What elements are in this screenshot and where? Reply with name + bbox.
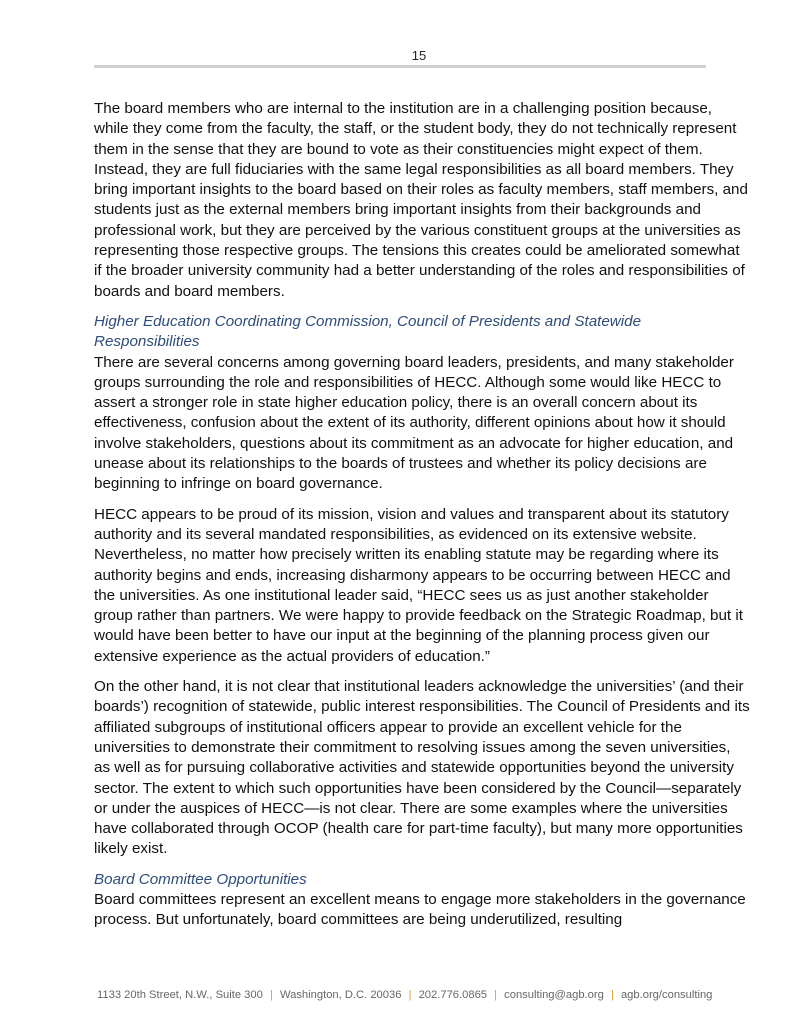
footer-web: agb.org/consulting [620, 989, 713, 1001]
header-rule [94, 65, 706, 68]
paragraph-hecc-concerns: There are several concerns among governing board leaders, presidents, and many stakeholder groups surrounding the role and responsibilities of HECC. Although some would like HECC to assert a stronger role in state higher education policy, there is an overall concern about its effectiveness, confusion about the extent of its authority, different opinions about how it should involve stakeholders, questions about its commitment as an advocate for higher education, and unease about its relationships to the boards of trustees and whether its policy decisions are beginning to infringe on board governance. [94, 353, 734, 493]
section-heading-hecc: Higher Education Coordinating Commission, Council of Presidents and Statewide Responsibilities [94, 312, 642, 351]
paragraph-hecc-mission: HECC appears to be proud of its mission, vision and values and transparent about its statutory authority and its several mandated responsibilities, as evidenced on its extensive website. Nevertheless, no matter how precisely written its enabling statute may be regarding where its authority begins and ends, increasing disharmony appears to be occurring between HECC and the universities. As one institutional leader said, “HECC sees us as just another stakeholder group rather than partners. We were happy to provide feedback on the Strategic Roadmap, but it would have been better to have our input at the beginning of the planning process given our extensive experience as the actual providers of education.” [94, 505, 743, 665]
page-number: 15 [411, 48, 427, 63]
footer-separator: | [494, 989, 498, 1001]
paragraph-council-presidents: On the other hand, it is not clear that institutional leaders acknowledge the universities’ (and their boards’) recognition of statewide, public interest responsibilities. The Council of Presidents and its affiliated subgroups of institutional officers appear to provide an excellent vehicle for the universities to demonstrate their commitment to resolving issues among the seven universities, as well as for pursuing collaborative activities and statewide opportunities beyond the university sector. The extent to which such opportunities have been considered by the Council—separately or under the auspices of HECC—is not clear. There are some examples where the universities have collaborated through OCOP (health care for part-time faculty), but many more opportunities likely exist. [94, 678, 750, 858]
document-body [94, 99, 750, 941]
footer-separator: | [408, 989, 412, 1001]
paragraph-board-members: The board members who are internal to the institution are in a challenging position because, while they come from the faculty, the staff, or the student body, they do not technically represent them in the sense that they are bound to vote as their constituencies might expect of them. Instead, they are full fiduciaries with the same legal responsibilities as all board members. They bring important insights to the board based on their roles as faculty members, staff members, and students just as the external members bring important insights from their backgrounds and professional work, but they are perceived by the various constituent groups at the universities as representing those respective groups. The tensions this creates could be ameliorated somewhat if the broader university community had a better understanding of the roles and responsibilities of boards and board members. [94, 100, 748, 300]
footer-email: consulting@agb.org [504, 989, 604, 1001]
footer-address: 1133 20th Street, N.W., Suite 300 [97, 989, 263, 1001]
footer-city: Washington, D.C. 20036 [279, 989, 402, 1001]
section-heading-committees: Board Committee Opportunities [94, 870, 307, 888]
paragraph-board-committees: Board committees represent an excellent means to engage more stakeholders in the governance process. But unfortunately, board committees are being underutilized, resulting [94, 890, 746, 929]
footer-phone: 202.776.0865 [418, 989, 488, 1001]
footer-separator: | [269, 989, 273, 1001]
footer-separator: | [610, 989, 614, 1001]
footer [97, 989, 717, 1001]
